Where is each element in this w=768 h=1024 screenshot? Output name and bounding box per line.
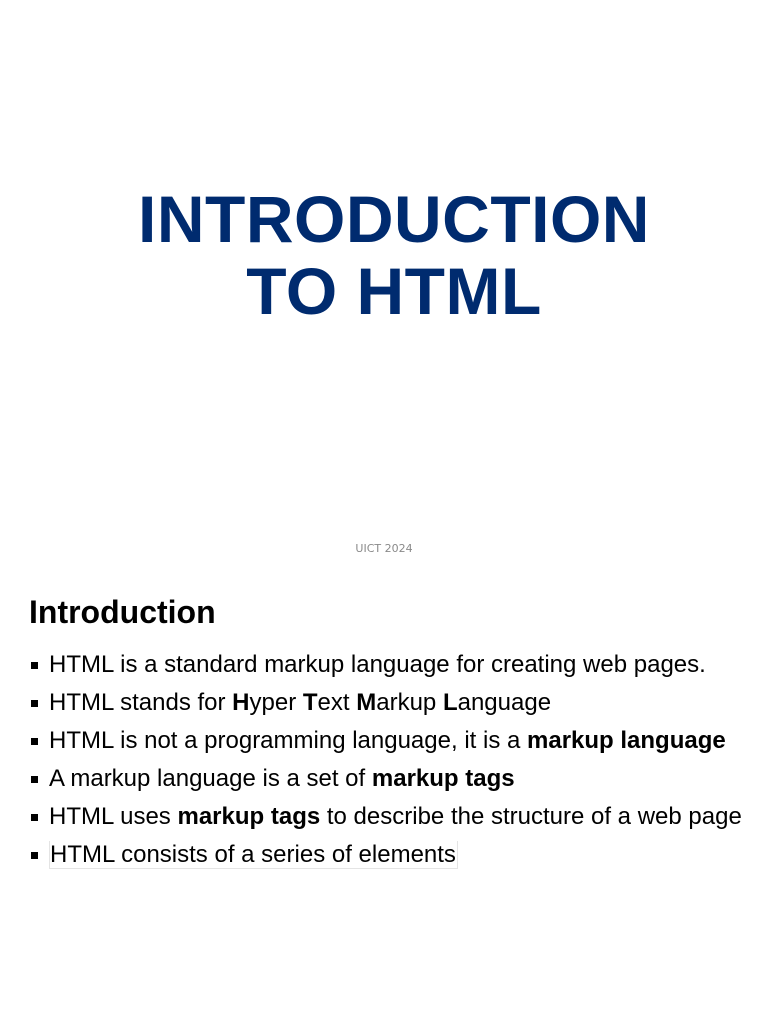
square-bullet-icon: [31, 852, 38, 859]
bullet-text: [49, 841, 458, 869]
bold-run: markup language: [527, 727, 726, 754]
text-run: anguage: [457, 689, 552, 716]
bullet-item: [28, 727, 743, 755]
text-run: HTML is not a programming language, it is a: [49, 727, 527, 754]
text-run: HTML stands for: [49, 689, 233, 716]
bullet-list: [28, 651, 743, 879]
slide-title-line-2: TO HTML: [246, 254, 542, 328]
bold-run: L: [442, 689, 458, 716]
bullet-item: [28, 689, 743, 717]
bullet-text: [49, 727, 726, 754]
text-run: ext: [317, 689, 357, 716]
square-bullet-icon: [31, 700, 38, 707]
slide-footer: UICT 2024: [355, 542, 413, 555]
bullet-item: [28, 651, 743, 679]
bullet-text: [49, 689, 551, 716]
bullet-text: [49, 803, 742, 830]
bullet-text: [49, 765, 515, 792]
square-bullet-icon: [31, 776, 38, 783]
square-bullet-icon: [31, 662, 38, 669]
text-run: HTML consists of a series of elements: [50, 841, 456, 868]
square-bullet-icon: [31, 814, 38, 821]
text-run: A markup language is a set of: [49, 765, 372, 792]
bold-run: T: [302, 689, 318, 716]
slide-heading: Introduction: [29, 594, 216, 630]
bullet-item: [28, 803, 743, 831]
text-run: to describe the structure of a web page: [320, 803, 742, 830]
text-run: arkup: [376, 689, 443, 716]
introduction-slide: [0, 576, 768, 1024]
square-bullet-icon: [31, 738, 38, 745]
slide-title-line-1: INTRODUCTION: [138, 182, 650, 256]
slide-title: [0, 183, 768, 327]
text-run: HTML is a standard markup language for creating web pages.: [49, 651, 706, 678]
bold-run: H: [232, 689, 250, 716]
text-run: HTML uses: [49, 803, 178, 830]
bullet-item: [28, 841, 743, 869]
bold-run: markup tags: [177, 803, 321, 830]
bullet-item: [28, 765, 743, 793]
bold-run: M: [356, 689, 377, 716]
bold-run: markup tags: [371, 765, 515, 792]
text-run: yper: [249, 689, 303, 716]
bullet-text: [49, 651, 706, 678]
